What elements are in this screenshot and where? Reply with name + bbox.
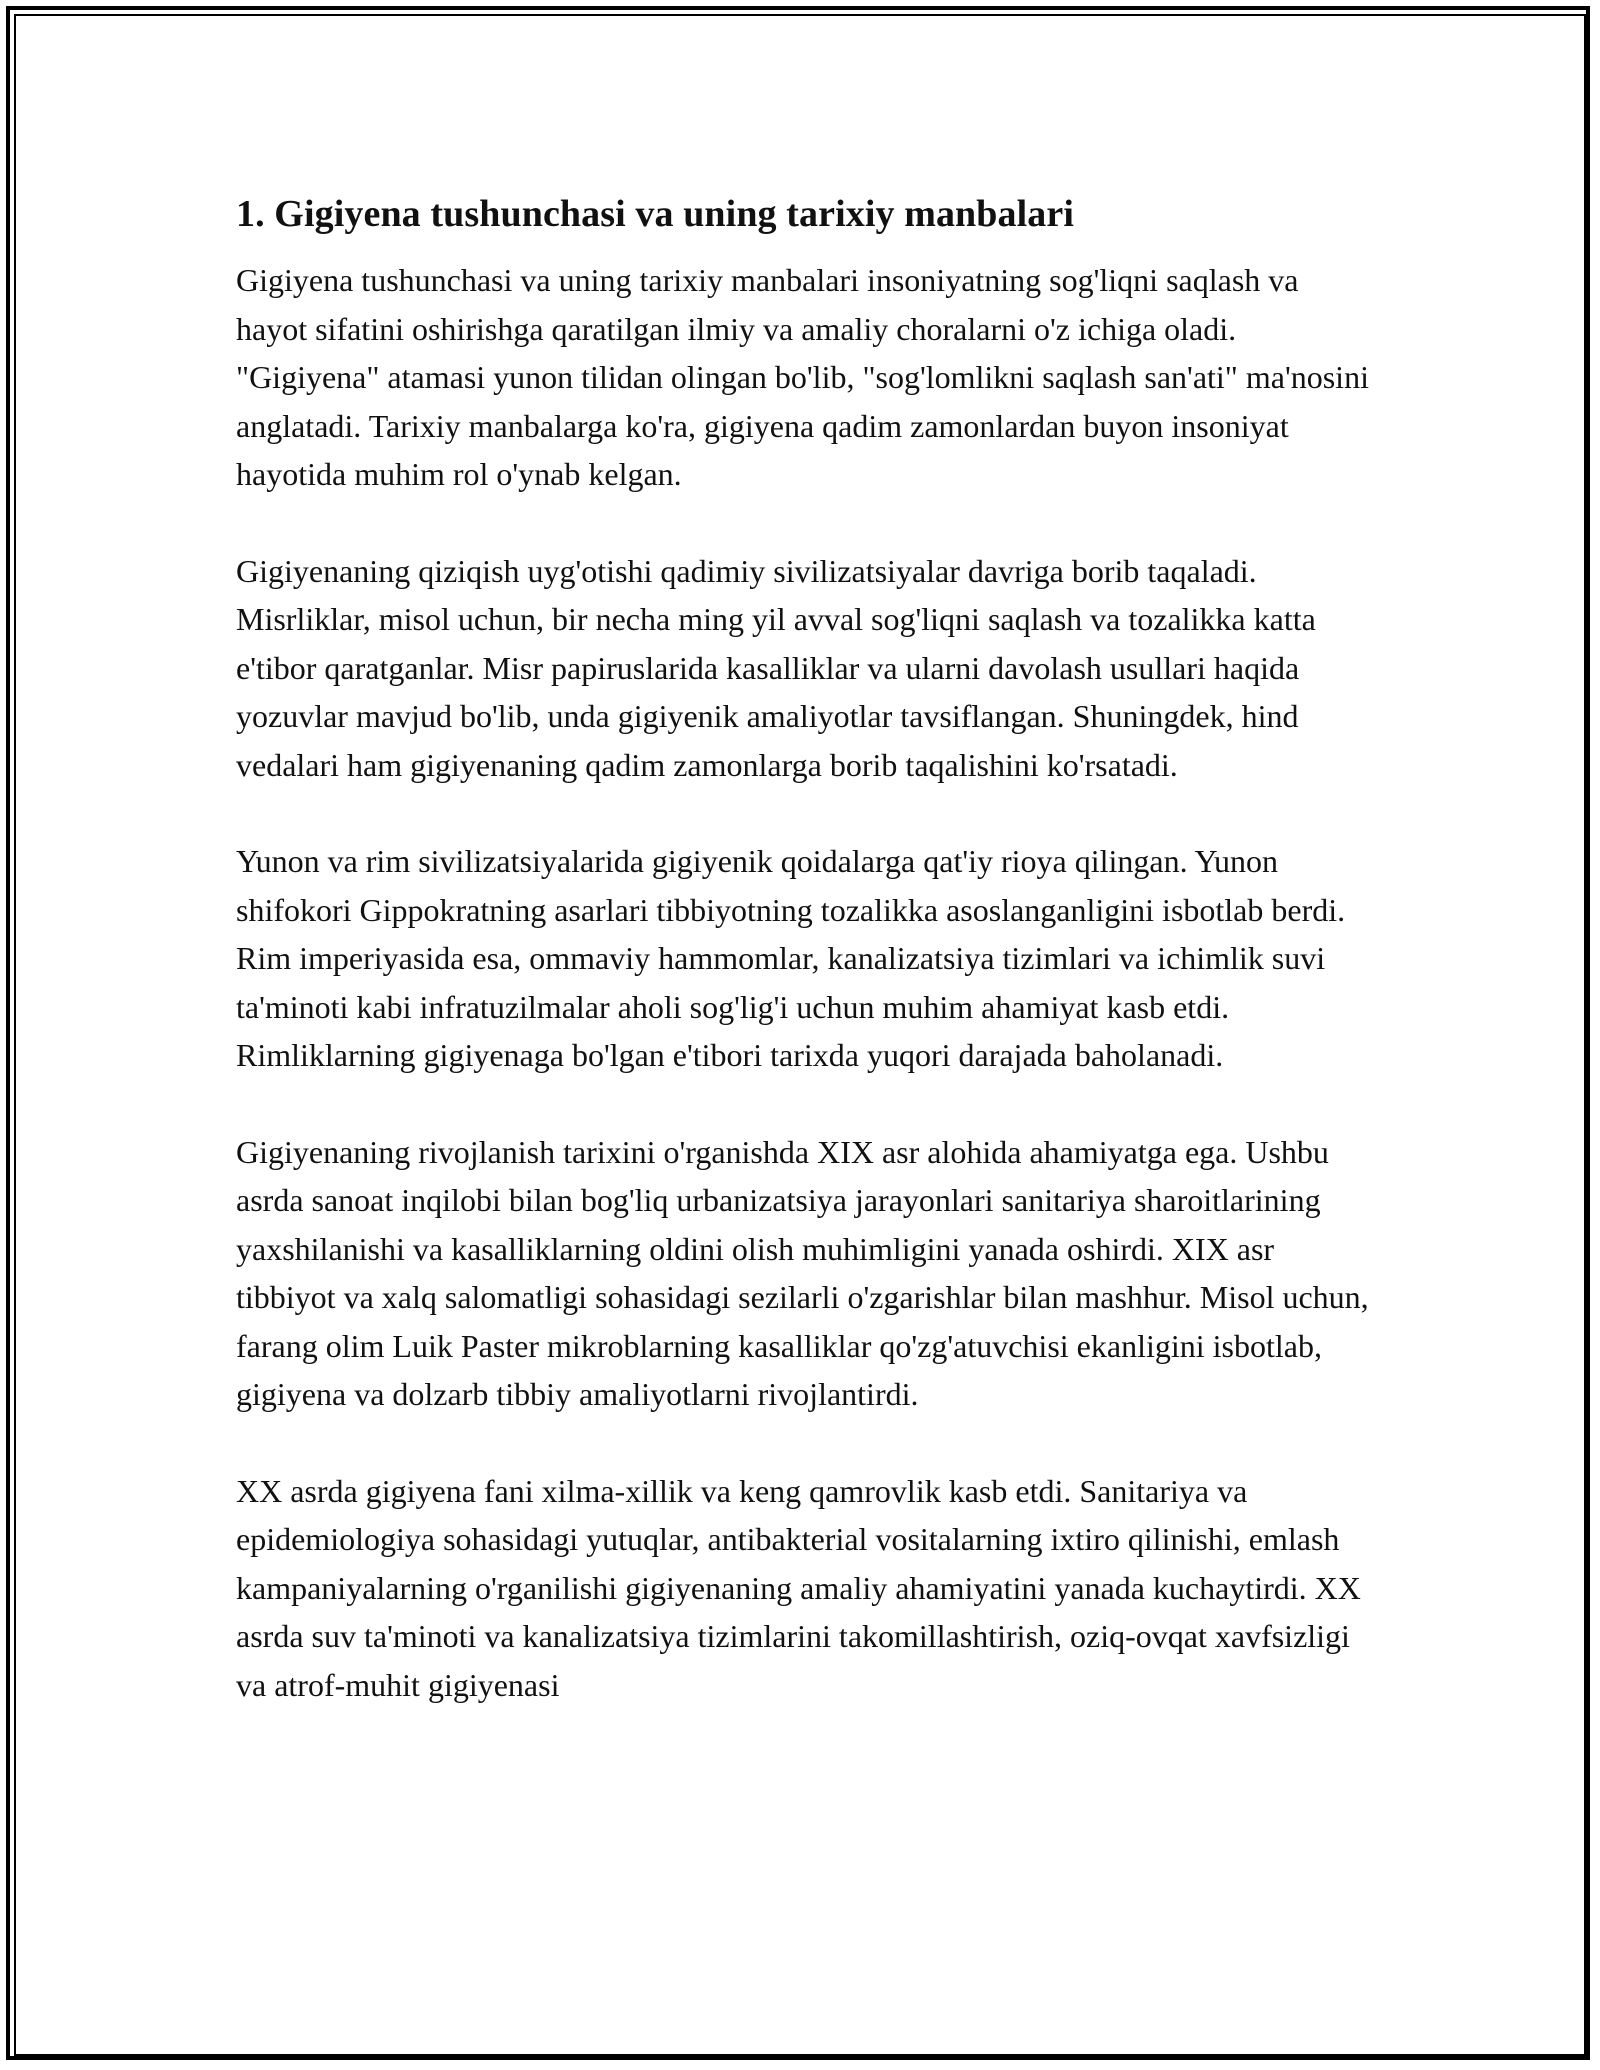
paragraph-4: Gigiyenaning rivojlanish tarixini o'rganishda XIX asr alohida ahamiyatga ega. Ushbu asrda sanoat inqilobi bilan bog'liq urbanizatsiya jarayonlari sanitariya sharoitlarining yaxshilanishi va kasalliklarning oldini olish muhimligini yanada oshirdi. XIX asr tibbiyot va xalq salomatligi sohasidagi sezilarli o'zgarishlar bilan mashhur. Misol uchun, farang olim Luik Paster mikroblarning kasalliklar qo'zg'atuvchisi ekanligini isbotlab, gigiyena va dolzarb tibbiy amaliyotlarni rivojlantirdi. xyxy=(236,1133,1369,1412)
document-body xyxy=(236,186,1376,1757)
paragraph-2: Gigiyenaning qiziqish uyg'otishi qadimiy sivilizatsiyalar davriga borib taqaladi. Misrliklar, misol uchun, bir necha ming yil avval sog'liqni saqlash va tozalikka katta e'tibor qaratganlar. Misr papiruslarida kasalliklar va ularni davolash usullari haqida yozuvlar mavjud bo'lib, unda gigiyenik amaliyotlar tavsiflangan. Shuningdek, hind vedalari ham gigiyenaning qadim zamonlarga borib taqalishini ko'rsatadi. xyxy=(236,552,1316,783)
paragraph-1: Gigiyena tushunchasi va uning tarixiy manbalari insoniyatning sog'liqni saqlash va hayot sifatini oshirishga qaratilgan ilmiy va amaliy choralarni o'z ichiga oladi. "Gigiyena" atamasi yunon tilidan olingan bo'lib, "sog'lomlikni saqlash san'ati" ma'nosini anglatadi. Tarixiy manbalarga ko'ra, gigiyena qadim zamonlardan buyon insoniyat hayotida muhim rol o'ynab kelgan. xyxy=(236,262,1369,492)
paragraph-3: Yunon va rim sivilizatsiyalarida gigiyenik qoidalarga qat'iy rioya qilingan. Yunon shifokori Gippokratning asarlari tibbiyotning tozalikka asoslanganligini isbotlab berdi. Rim imperiyasida esa, ommaviy hammomlar, kanalizatsiya tizimlari va ichimlik suvi ta'minoti kabi infratuzilmalar aholi sog'lig'i uchun muhim ahamiyat kasb etdi. Rimliklarning gigiyenaga bo'lgan e'tibori tarixda yuqori darajada baholanadi. xyxy=(236,843,1346,1073)
paragraph-5: XX asrda gigiyena fani xilma-xillik va keng qamrovlik kasb etdi. Sanitariya va epidemiologiya sohasidagi yutuqlar, antibakterial vositalarning ixtiro qilinishi, emlash kampaniyalarning o'rganilishi gigiyenaning amaliy ahamiyatini yanada kuchaytirdi. XX asrda suv ta'minoti va kanalizatsiya tizimlarini takomillashtirish, oziq-ovqat xavfsizligi va atrof-muhit gigiyenasi xyxy=(236,1472,1361,1703)
section-heading: 1. Gigiyena tushunchasi va uning tarixiy manbalari xyxy=(236,193,1074,235)
